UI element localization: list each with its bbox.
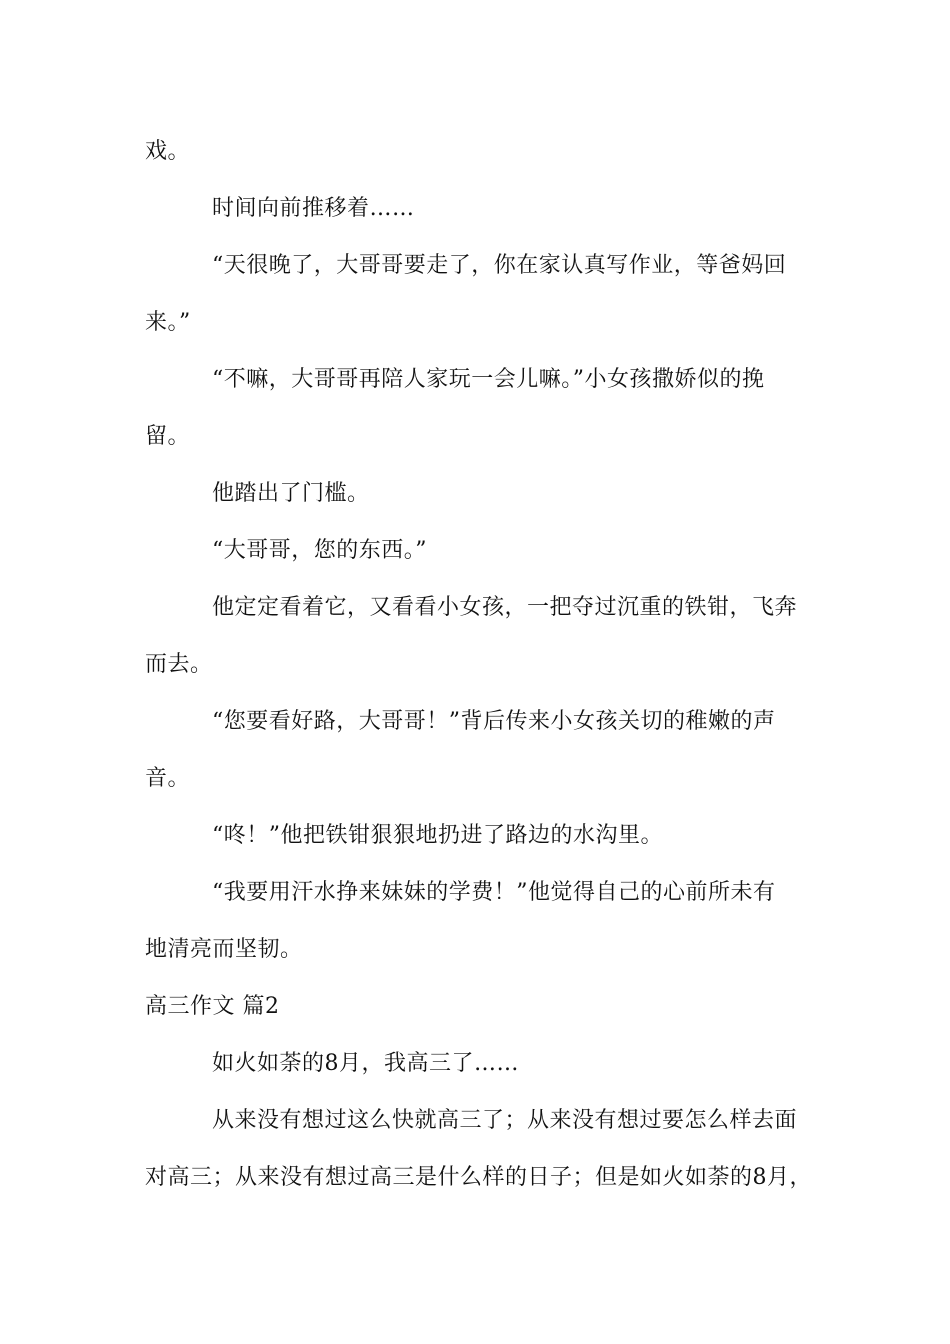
text-line: 他踏出了门槛。 [212, 481, 370, 506]
text-line: “咚！”他把铁钳狠狠地扔进了路边的水沟里。 [212, 823, 663, 848]
section-heading: 高三作文 篇2 [145, 994, 280, 1019]
text-line: 时间向前推移着…… [212, 196, 415, 221]
text-line: 音。 [145, 766, 191, 791]
text-line: “我要用汗水挣来妹妹的学费！”他觉得自己的心前所未有 [212, 880, 776, 905]
text-line: 对高三；从来没有想过高三是什么样的日子；但是如火如荼的8月， [145, 1165, 812, 1190]
text-line: 地清亮而坚韧。 [145, 937, 303, 962]
text-line: 戏。 [145, 139, 191, 164]
text-line: 他定定看着它，又看看小女孩，一把夺过沉重的铁钳，飞奔 [212, 595, 798, 620]
text-line: 而去。 [145, 652, 213, 677]
text-line: 如火如荼的8月，我高三了…… [212, 1051, 519, 1076]
text-line: 来。” [145, 310, 191, 335]
text-line: “天很晚了，大哥哥要走了，你在家认真写作业，等爸妈回 [212, 253, 787, 278]
text-line: “不嘛，大哥哥再陪人家玩一会儿嘛。”小女孩撒娇似的挽 [212, 367, 765, 392]
text-line: 留。 [145, 424, 191, 449]
text-line: “大哥哥，您的东西。” [212, 538, 427, 563]
text-line: 从来没有想过这么快就高三了；从来没有想过要怎么样去面 [212, 1108, 798, 1133]
text-line: “您要看好路，大哥哥！”背后传来小女孩关切的稚嫩的声 [212, 709, 776, 734]
